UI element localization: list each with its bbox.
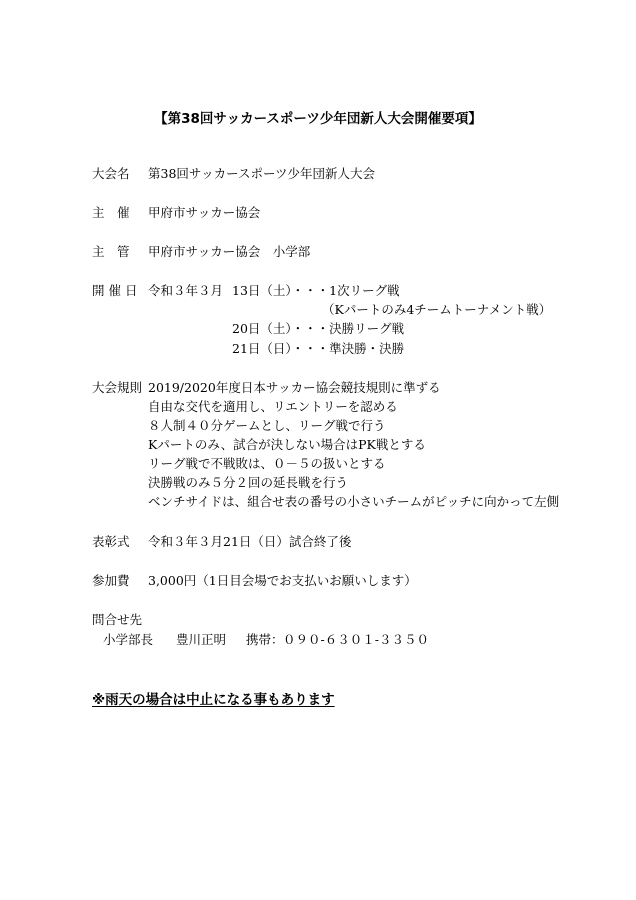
rule-item: リーグ戦で不戦敗は、０－５の扱いとする bbox=[148, 456, 386, 471]
schedule-day1-note: （Kパートのみ4チームトーナメント戦） bbox=[322, 302, 552, 317]
schedule-day3: 21日（日）・・・準決勝・決勝 bbox=[232, 341, 405, 356]
rule-item: ベンチサイドは、組合せ表の番号の小さいチームがピッチに向かって左側 bbox=[148, 494, 560, 509]
organizer-label: 主 催 bbox=[92, 205, 130, 220]
schedule-day2: 20日（土）・・・決勝リーグ戦 bbox=[232, 321, 405, 336]
contact-phone-label: 携帯： bbox=[246, 632, 284, 647]
rain-cancellation-notice: ※雨天の場合は中止になる事もあります bbox=[92, 692, 335, 708]
rule-item: 2019/2020年度日本サッカー協会競技規則に準ずる bbox=[148, 380, 441, 395]
fee-label: 参加費 bbox=[92, 573, 130, 588]
tournament-name-value: 第38回サッカースポーツ少年団新人大会 bbox=[148, 166, 376, 181]
contact-phone: ０９０-６３０１-３３５０ bbox=[283, 632, 429, 647]
rule-item: ８人制４０分ゲームとし、リーグ戦で行う bbox=[148, 418, 386, 433]
schedule-month: 令和３年３月 bbox=[148, 283, 224, 298]
organizer-value: 甲府市サッカー協会 bbox=[148, 205, 261, 220]
awards-label: 表彰式 bbox=[92, 534, 130, 549]
contact-name: 豊川正明 bbox=[176, 632, 227, 647]
manager-value: 甲府市サッカー協会 小学部 bbox=[148, 244, 311, 259]
rule-item: Kパートのみ、試合が決しない場合はPK戦とする bbox=[148, 437, 426, 452]
awards-value: 令和３年３月21日（日）試合終了後 bbox=[148, 534, 352, 549]
tournament-name-label: 大会名 bbox=[92, 166, 130, 181]
rule-item: 自由な交代を適用し、リエントリーを認める bbox=[148, 399, 398, 414]
rule-item: 決勝戦のみ５分２回の延長戦を行う bbox=[148, 475, 349, 490]
contact-label: 問合せ先 bbox=[92, 612, 143, 627]
contact-role: 小学部長 bbox=[103, 632, 154, 647]
rules-label: 大会規則 bbox=[92, 380, 143, 395]
schedule-label: 開 催 日 bbox=[92, 283, 138, 298]
fee-value: 3,000円（1日目会場でお支払いお願いします） bbox=[148, 573, 417, 588]
document-title: 【第38回サッカースポーツ少年団新人大会開催要項】 bbox=[154, 111, 482, 127]
schedule-day1: 13日（土）・・・1次リーグ戦 bbox=[232, 283, 400, 298]
manager-label: 主 管 bbox=[92, 244, 130, 259]
